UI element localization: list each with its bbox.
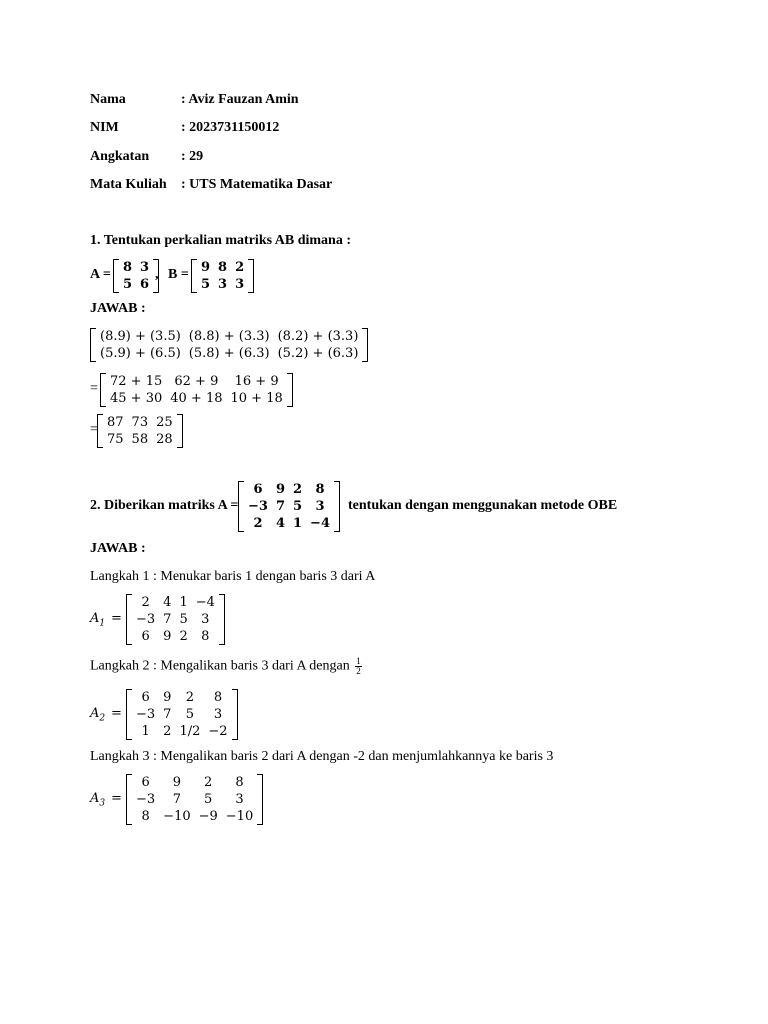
matrix-body: [119, 259, 153, 293]
step-1-label: [90, 611, 105, 629]
matrix-body: [96, 328, 362, 362]
q1-b-label: B =: [168, 267, 189, 282]
matrix-cell: 2: [235, 260, 245, 275]
matrix-cell: 25: [156, 415, 173, 430]
q1-step2-matrix: [100, 373, 293, 407]
matrix-cell: 3: [140, 260, 150, 275]
matrix-body: [132, 689, 232, 740]
matrix-row: [244, 498, 334, 515]
fraction-numerator: 1: [356, 656, 361, 666]
matrix-cell: 5: [204, 792, 213, 807]
step-3-matrix: [126, 774, 263, 825]
matrix-cell: 6: [141, 775, 150, 790]
matrix-cell: 1: [179, 595, 188, 610]
q1-a-label: A =: [90, 267, 111, 282]
matrix-cell: −3: [248, 499, 268, 514]
q1-step1-matrix: [90, 328, 368, 362]
matrix-cell: 1: [141, 724, 150, 739]
matrix-cell: 3: [315, 499, 325, 514]
q1-result-matrix: [97, 414, 183, 448]
matrix-cell: −4: [310, 516, 330, 531]
matrix-cell: 5: [201, 277, 211, 292]
matrix-right-bracket: [177, 414, 183, 448]
matrix-body: [197, 259, 248, 293]
matrix-cell: 73: [131, 415, 149, 430]
matrix-cell: 16 + 9: [234, 374, 279, 389]
matrix-cell: 9: [275, 482, 285, 497]
matrix-cell: (5.8) + (6.3): [188, 346, 270, 361]
matrix-cell: 9: [172, 775, 182, 790]
step-1-matrix: [126, 594, 225, 645]
matrix-row: [106, 390, 287, 407]
angkatan-label: Angkatan: [90, 149, 150, 164]
matrix-cell: 5: [123, 277, 133, 292]
matrix-cell: 7: [275, 499, 285, 514]
matrix-right-bracket: [334, 481, 340, 532]
matrix-cell: 8: [213, 690, 223, 705]
matrix-row: [103, 414, 177, 431]
matrix-right-bracket: [219, 594, 225, 645]
matrix-cell: 8: [235, 775, 244, 790]
step-2-label: [90, 706, 105, 724]
name-label: Nama: [90, 92, 126, 107]
matrix-right-bracket: [248, 259, 254, 293]
matrix-row: [132, 808, 257, 825]
matrix-cell: 5: [293, 499, 303, 514]
matrix-row: [132, 594, 219, 611]
matrix-right-bracket: [287, 373, 293, 407]
step-2-eq: =: [111, 706, 122, 721]
matrix-row: [132, 723, 232, 740]
fraction-denominator: 2: [356, 666, 361, 676]
q2-title-post: tentukan dengan menggunakan metode OBE: [348, 498, 618, 513]
matrix-row: [132, 706, 232, 723]
matrix-cell: 9: [163, 690, 172, 705]
matrix-cell: (8.2) + (3.3): [277, 329, 359, 344]
matrix-row: [103, 431, 177, 448]
matrix-body: [106, 373, 287, 407]
matrix-cell: 5: [185, 707, 195, 722]
matrix-cell: −3: [136, 707, 156, 722]
matrix-cell: 6: [253, 482, 263, 497]
matrix-row: [132, 774, 257, 791]
matrix-row: [96, 345, 362, 362]
matrix-cell: 62 + 9: [174, 374, 219, 389]
q2-matrix-a: [238, 481, 340, 532]
matrix-row: [197, 259, 248, 276]
matrix-cell: 58: [131, 432, 149, 447]
q1-jawab: JAWAB :: [90, 301, 146, 316]
matrix-cell: (8.9) + (3.5): [100, 329, 181, 344]
q1-comma: ,: [155, 267, 159, 282]
matrix-cell: −4: [195, 595, 215, 610]
matrix-cell: (5.2) + (6.3): [277, 346, 359, 361]
matrix-body: [132, 594, 219, 645]
matrix-cell: 7: [163, 612, 172, 627]
matrix-cell: 3: [235, 277, 245, 292]
q1-eq-2: =: [90, 422, 98, 437]
matrix-row: [132, 791, 257, 808]
matrix-cell: −10: [163, 809, 191, 824]
step-3-label: [90, 791, 105, 809]
matrix-cell: 2: [253, 516, 263, 531]
matrix-cell: 8: [201, 629, 210, 644]
matrix-cell: 45 + 30: [110, 391, 163, 406]
matrix-cell: 4: [275, 516, 285, 531]
nim-value: : 2023731150012: [181, 120, 280, 135]
matrix-cell: 40 + 18: [170, 391, 223, 406]
matrix-cell: 2: [293, 482, 303, 497]
matrix-cell: 3: [201, 612, 210, 627]
step-3-text: Langkah 3 : Mengalikan baris 2 dari A dengan -2 dan menjumlahkannya ke baris 3: [90, 749, 554, 764]
matrix-cell: 2: [204, 775, 213, 790]
matrix-row: [132, 611, 219, 628]
matrix-cell: 7: [172, 792, 182, 807]
matrix-cell: 3: [213, 707, 223, 722]
matrix-body: [244, 481, 334, 532]
matrix-cell: 3: [218, 277, 228, 292]
matrix-row: [132, 628, 219, 645]
matrix-cell: 6: [141, 629, 150, 644]
matrix-cell: 9: [163, 629, 172, 644]
matrix-cell: −2: [208, 724, 228, 739]
matrix-cell: 75: [107, 432, 124, 447]
matrix-cell: 3: [235, 792, 244, 807]
q2-title-pre: 2. Diberikan matriks A =: [90, 498, 239, 513]
step-2-text-main: Langkah 2 : Mengalikan baris 3 dari A dengan: [90, 658, 350, 674]
matrix-cell: −3: [136, 612, 156, 627]
q1-title: 1. Tentukan perkalian matriks AB dimana :: [90, 233, 352, 248]
matrix-right-bracket: [257, 774, 263, 825]
step-2-label-letter: A: [90, 706, 100, 721]
angkatan-value: : 29: [181, 149, 204, 164]
matrix-cell: 4: [163, 595, 172, 610]
matrix-row: [244, 481, 334, 498]
step-1-label-letter: A: [90, 611, 100, 626]
matrix-cell: 1/2: [179, 724, 201, 739]
nim-label: NIM: [90, 120, 119, 135]
matrix-row: [119, 276, 153, 293]
q1-eq-1: =: [90, 381, 98, 396]
step-2-label-sub: 2: [99, 713, 106, 724]
matrix-cell: 8: [123, 260, 133, 275]
matrix-row: [244, 515, 334, 532]
matrix-cell: −9: [198, 809, 218, 824]
matrix-right-bracket: [362, 328, 368, 362]
matrix-cell: 6: [141, 690, 150, 705]
q2-jawab: JAWAB :: [90, 541, 146, 556]
matrix-row: [96, 328, 362, 345]
matrix-cell: 6: [140, 277, 150, 292]
q1-matrix-a: [113, 259, 159, 293]
step-1-label-sub: 1: [99, 618, 106, 629]
matrix-right-bracket: [232, 689, 238, 740]
matrix-cell: 8: [315, 482, 325, 497]
matrix-cell: 8: [141, 809, 150, 824]
step-3-eq: =: [111, 791, 122, 806]
step-1-eq: =: [111, 611, 122, 626]
matrix-cell: 7: [163, 707, 172, 722]
step-1-text: Langkah 1 : Menukar baris 1 dengan baris 3 dari A: [90, 569, 376, 584]
step-2-text: [90, 657, 362, 676]
matrix-body: [132, 774, 257, 825]
matrix-row: [197, 276, 248, 293]
matrix-cell: 2: [141, 595, 150, 610]
matrix-cell: −3: [136, 792, 156, 807]
q1-matrix-b: [191, 259, 254, 293]
matrix-cell: (8.8) + (3.3): [188, 329, 270, 344]
matrix-cell: (5.9) + (6.5): [100, 346, 181, 361]
step-2-matrix: [126, 689, 238, 740]
matrix-body: [103, 414, 177, 448]
course-label: Mata Kuliah: [90, 177, 167, 192]
matrix-cell: 72 + 15: [110, 374, 163, 389]
matrix-cell: 2: [185, 690, 195, 705]
matrix-cell: −10: [225, 809, 254, 824]
step-3-label-letter: A: [90, 791, 100, 806]
name-value: : Aviz Fauzan Amin: [181, 92, 299, 107]
matrix-cell: 87: [107, 415, 124, 430]
matrix-row: [119, 259, 153, 276]
matrix-cell: 2: [163, 724, 172, 739]
matrix-cell: 2: [179, 629, 188, 644]
matrix-cell: 1: [293, 516, 303, 531]
matrix-row: [132, 689, 232, 706]
course-value: : UTS Matematika Dasar: [181, 177, 333, 192]
step-2-fraction: [355, 657, 362, 676]
matrix-cell: 10 + 18: [230, 391, 283, 406]
matrix-cell: 5: [179, 612, 188, 627]
matrix-cell: 9: [201, 260, 211, 275]
matrix-cell: 8: [218, 260, 228, 275]
matrix-cell: 28: [156, 432, 173, 447]
matrix-row: [106, 373, 287, 390]
step-3-label-sub: 3: [99, 798, 106, 809]
